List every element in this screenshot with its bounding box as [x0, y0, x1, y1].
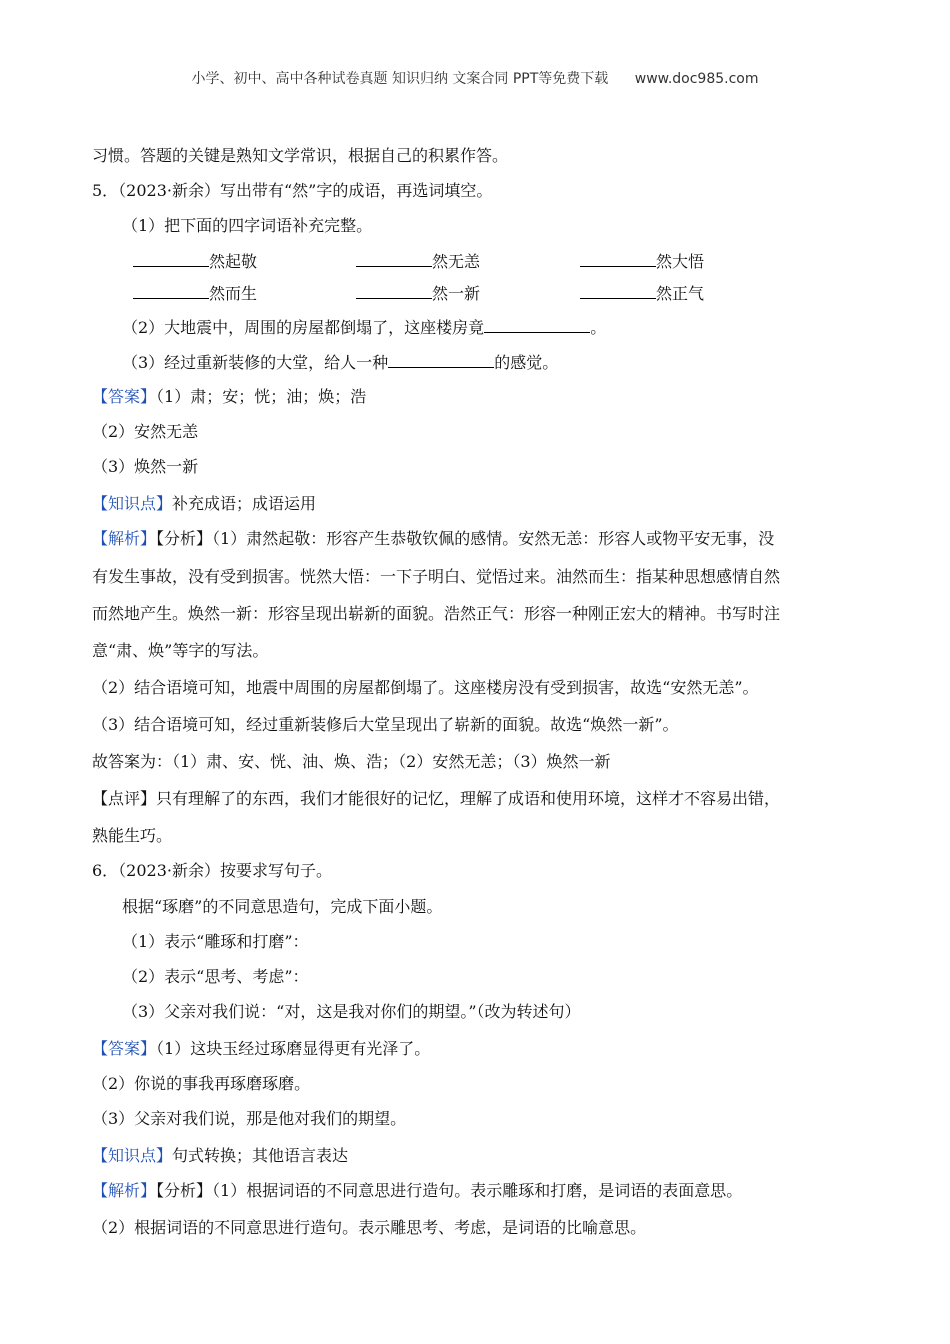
q5-part3: （3）经过重新装修的大堂，给人一种 的感觉。	[122, 353, 559, 372]
q5-analysis-4: 意“肃、焕”等字的写法。	[92, 641, 269, 660]
idiom-blank-6[interactable]: 然正气	[580, 282, 704, 305]
header-website: www.doc985.com	[634, 71, 759, 87]
q6-item-1: （1）表示“雕琢和打磨”：	[122, 932, 309, 951]
q6-answer-2: （2）你说的事我再琢磨琢磨。	[92, 1074, 311, 1093]
q5-analysis-3: 而然地产生。焕然一新：形容呈现出崭新的面貌。浩然正气：形容一种刚正宏大的精神。书写时注	[92, 604, 781, 623]
q5-analysis-1: 【解析】【分析】（1）肃然起敬：形容产生恭敬钦佩的感情。安然无恙：形容人或物平安无事，没	[92, 529, 775, 548]
q5-knowledge-point: 【知识点】补充成语；成语运用	[92, 494, 317, 513]
idiom-blank-3[interactable]: 然大悟	[580, 250, 704, 273]
q5-comment-2: 熟能生巧。	[92, 826, 173, 845]
q5-part2: （2）大地震中，周围的房屋都倒塌了，这座楼房竟 。	[122, 318, 607, 337]
header-text: 小学、初中、高中各种试卷真题 知识归纳 文案合同 PPT等免费下载	[191, 71, 609, 87]
part3-blank[interactable]	[388, 351, 494, 368]
q5-answer-3: （3）焕然一新	[92, 457, 199, 476]
idiom-blank-4[interactable]: 然而生	[133, 282, 257, 305]
q5-analysis-5: （2）结合语境可知，地震中周围的房屋都倒塌了。这座楼房没有受到损害，故选“安然无恙”。	[92, 678, 759, 697]
q5-analysis-6: （3）结合语境可知，经过重新装修后大堂呈现出了崭新的面貌。故选“焕然一新”。	[92, 715, 679, 734]
q5-answer: 【答案】（1）肃；安；恍；油；焕；浩	[92, 387, 367, 406]
q5-analysis-2: 有发生事故，没有受到损害。恍然大悟：一下子明白、觉悟过来。油然而生：指某种思想感情自然	[92, 567, 781, 586]
q6-intro: 根据“琢磨”的不同意思造句，完成下面小题。	[122, 897, 443, 916]
idiom-blank-1[interactable]: 然起敬	[133, 250, 257, 273]
q6-stem: 6．（2023·新余）按要求写句子。	[92, 861, 332, 880]
q6-analysis-2: （2）根据词语的不同意思进行造句。表示雕思考、考虑，是词语的比喻意思。	[92, 1218, 647, 1237]
q6-answer-3: （3）父亲对我们说，那是他对我们的期望。	[92, 1109, 407, 1128]
tail-text: 习惯。答题的关键是熟知文学常识，根据自己的积累作答。	[92, 146, 509, 165]
q5-final-answer: 故答案为：（1）肃、安、恍、油、焕、浩；（2）安然无恙；（3）焕然一新	[92, 752, 611, 771]
q6-knowledge-point: 【知识点】句式转换；其他语言表达	[92, 1146, 349, 1165]
q6-item-2: （2）表示“思考、考虑”：	[122, 967, 309, 986]
idiom-blank-2[interactable]: 然无恙	[356, 250, 480, 273]
page-header	[0, 68, 950, 88]
q5-part1: （1）把下面的四字词语补充完整。	[122, 216, 373, 235]
q6-item-3: （3）父亲对我们说：“对，这是我对你们的期望。”（改为转述句）	[122, 1002, 581, 1021]
q5-stem: 5．（2023·新余）写出带有“然”字的成语，再选词填空。	[92, 181, 493, 200]
q5-answer-2: （2）安然无恙	[92, 422, 199, 441]
answer-tag: 【答案】	[92, 387, 157, 406]
part2-blank[interactable]	[484, 316, 590, 333]
idiom-blank-5[interactable]: 然一新	[356, 282, 480, 305]
q5-comment-1: 【点评】只有理解了的东西，我们才能很好的记忆，理解了成语和使用环境，这样才不容易出错，	[92, 789, 781, 808]
q6-analysis-1: 【解析】【分析】（1）根据词语的不同意思进行造句。表示雕琢和打磨，是词语的表面意思。	[92, 1181, 743, 1200]
q6-answer: 【答案】（1）这块玉经过琢磨显得更有光泽了。	[92, 1039, 431, 1058]
